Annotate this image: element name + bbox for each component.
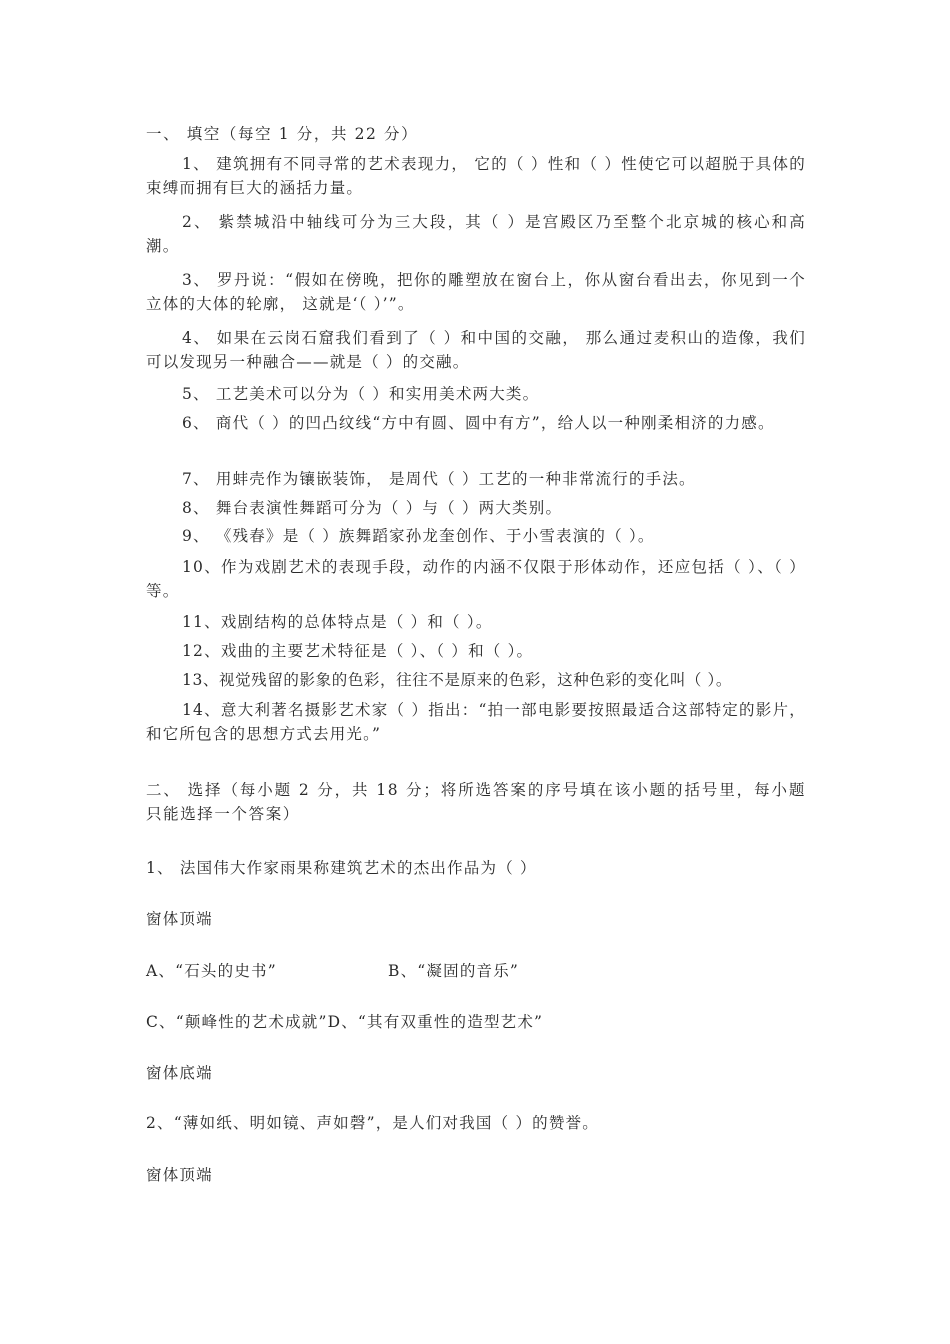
fill-blank-question-6: 6、 商代（ ）的凹凸纹线“方中有圆、圆中有方”，给人以一种刚柔相济的力感。 [182, 414, 775, 432]
fill-blank-question-3: 3、 罗丹说：“假如在傍晚，把你的雕塑放在窗台上，你从窗台看出去，你见到一个立体的大体的轮廓， 这就是‘（ ）’”。 [146, 271, 806, 313]
fill-blank-question-9: 9、 《残春》是（ ）族舞蹈家孙龙奎创作、于小雪表演的（ ）。 [182, 527, 655, 545]
fill-blank-question-11: 11、戏剧结构的总体特点是（ ）和（ ）。 [182, 613, 493, 631]
fill-blank-question-5: 5、 工艺美术可以分为（ ）和实用美术两大类。 [182, 385, 540, 403]
fill-blank-question-12: 12、戏曲的主要艺术特征是（ ）、（ ）和（ ）。 [182, 642, 534, 660]
section2-heading: 二、 选择（每小题 2 分，共 18 分；将所选答案的序号填在该小题的括号里，每小题只能选择一个答案） [146, 781, 806, 823]
form-top-marker-2: 窗体顶端 [146, 1166, 213, 1184]
option-a: A、“石头的史书” [146, 962, 277, 980]
fill-blank-question-4: 4、 如果在云岗石窟我们看到了（ ）和中国的交融， 那么通过麦积山的造像，我们可以发现另一种融合——就是（ ）的交融。 [146, 329, 806, 371]
form-bottom-marker: 窗体底端 [146, 1064, 213, 1082]
fill-blank-question-1: 1、 建筑拥有不同寻常的艺术表现力， 它的（ ）性和（ ）性使它可以超脱于具体的束缚而拥有巨大的涵括力量。 [146, 155, 806, 197]
fill-blank-question-14: 14、意大利著名摄影艺术家（ ）指出：“拍一部电影要按照最适合这部特定的影片， 和它所包含的思想方式去用光。” [146, 701, 806, 743]
option-c-d: C、“颠峰性的艺术成就”D、“其有双重性的造型艺术” [146, 1013, 544, 1031]
choice-question-2: 2、“薄如纸、明如镜、声如磬”，是人们对我国（ ）的赞誉。 [146, 1114, 599, 1132]
fill-blank-question-10: 10、作为戏剧艺术的表现手段，动作的内涵不仅限于形体动作，还应包括（ ）、（ ）等。 [146, 558, 806, 600]
section1-heading: 一、 填空（每空 1 分，共 22 分） [146, 125, 419, 143]
fill-blank-question-7: 7、 用蚌壳作为镶嵌装饰， 是周代（ ）工艺的一种非常流行的手法。 [182, 470, 696, 488]
choice-question-1: 1、 法国伟大作家雨果称建筑艺术的杰出作品为（ ） [146, 859, 537, 877]
fill-blank-question-2: 2、 紫禁城沿中轴线可分为三大段，其（ ）是宫殿区乃至整个北京城的核心和高潮。 [146, 213, 806, 255]
form-top-marker: 窗体顶端 [146, 910, 213, 928]
fill-blank-question-13: 13、视觉残留的影象的色彩，往往不是原来的色彩，这种色彩的变化叫（ ）。 [182, 671, 733, 689]
fill-blank-question-8: 8、 舞台表演性舞蹈可分为（ ）与（ ）两大类别。 [182, 499, 563, 517]
option-b: B、“凝固的音乐” [388, 962, 520, 980]
